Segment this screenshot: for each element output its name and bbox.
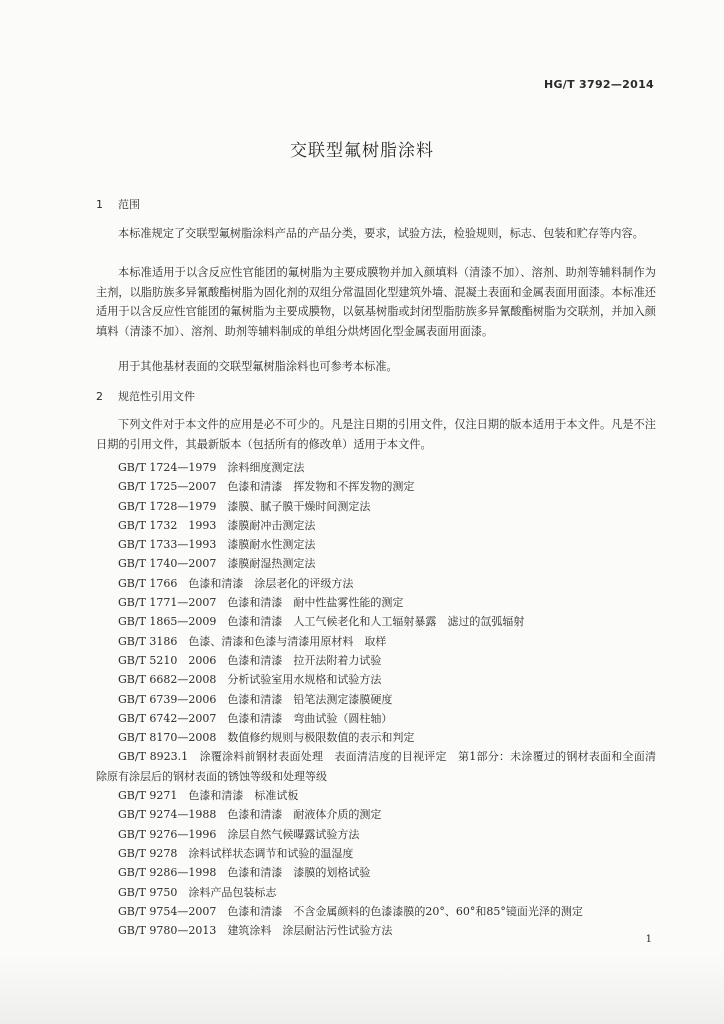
reference-item: GB/T 1724—1979 涂料细度测定法	[118, 461, 305, 474]
reference-item: GB/T 1771—2007 色漆和清漆 耐中性盐雾性能的测定	[118, 596, 404, 610]
scan-edge-shadow	[0, 954, 724, 1024]
reference-item: GB/T 8170—2008 数值修约规则与极限数值的表示和判定	[118, 731, 415, 745]
standard-code: HG/T 3792—2014	[543, 78, 654, 91]
section-1-paragraph-3: 用于其他基材表面的交联型氟树脂涂料也可参考本标准。	[118, 360, 398, 373]
reference-item: GB/T 1732 1993 漆膜耐冲击测定法	[118, 518, 316, 532]
page-number: 1	[645, 934, 652, 945]
reference-item: GB/T 6742—2007 色漆和清漆 弯曲试验（圆柱轴）	[118, 711, 393, 725]
section-1-paragraph-1: 本标准规定了交联型氟树脂涂料产品的产品分类，要求，试验方法，检验规则，标志、包装和贮存等内容。	[118, 227, 644, 240]
section-1-number: 1	[96, 198, 103, 211]
section-1-paragraph-2: 本标准适用于以含反应性官能团的氟树脂为主要成膜物并加入颜填料（清漆不加）、溶剂、助剂等辅料制作为主剂，以脂肪族多异氰酸酯树脂为固化剂的双组分常温固化型建筑外墙、混凝土表面和金属表面用面漆。本标准还适用于以含反应性官能团的氟树脂为主要成膜物，以氨基树脂或封闭型脂肪族多异氰酸酯树脂为交联剂，并加入颜填料（清漆不加）、溶剂、助剂等辅料制成的单组分烘烤固化型金属表面用面漆。	[96, 266, 656, 338]
reference-item: GB/T 1766 色漆和清漆 涂层老化的评级方法	[118, 576, 354, 590]
section-1-title: 范围	[118, 198, 140, 211]
document-title: 交联型氟树脂涂料	[290, 141, 434, 161]
reference-item: GB/T 9271 色漆和清漆 标准试板	[118, 789, 299, 803]
section-2-intro: 下列文件对于本文件的应用是必不可少的。凡是注日期的引用文件，仅注日期的版本适用于本文件。凡是不注日期的引用文件，其最新版本（包括所有的修改单）适用于本文件。	[96, 418, 656, 451]
reference-item: GB/T 6739—2006 色漆和清漆 铅笔法测定漆膜硬度	[118, 692, 393, 706]
reference-item: GB/T 9286—1998 色漆和清漆 漆膜的划格试验	[118, 866, 371, 880]
reference-item: GB/T 9754—2007 色漆和清漆 不含金属颜料的色漆漆膜的20°、60°和85°镜面光泽的测定	[118, 904, 583, 918]
reference-item: GB/T 1733—1993 漆膜耐水性测定法	[118, 538, 316, 552]
section-2-heading	[96, 388, 195, 404]
section-1-heading	[96, 196, 140, 212]
reference-item: GB/T 9276—1996 涂层自然气候曝露试验方法	[118, 827, 360, 841]
section-2-number: 2	[96, 390, 103, 403]
reference-item: GB/T 8923.1 涂覆涂料前钢材表面处理 表面清洁度的目视评定 第1部分：未涂覆过的钢材表面和全面清除原有涂层后的钢材表面的锈蚀等级和处理等级	[96, 750, 656, 783]
reference-item: GB/T 9278 涂料试样状态调节和试验的温湿度	[118, 846, 354, 860]
reference-item: GB/T 9780—2013 建筑涂料 涂层耐沾污性试验方法	[118, 924, 393, 938]
reference-item: GB/T 6682—2008 分析试验室用水规格和试验方法	[118, 673, 382, 687]
reference-list	[96, 458, 656, 940]
reference-item: GB/T 9274—1988 色漆和清漆 耐液体介质的测定	[118, 808, 382, 822]
reference-item: GB/T 9750 涂料产品包装标志	[118, 885, 277, 899]
reference-item: GB/T 1740—2007 漆膜耐湿热测定法	[118, 557, 316, 571]
section-2-title: 规范性引用文件	[118, 390, 195, 403]
reference-item: GB/T 1865—2009 色漆和清漆 人工气候老化和人工辐射暴露 滤过的氙弧辐射	[118, 615, 525, 629]
reference-item: GB/T 3186 色漆、清漆和色漆与清漆用原材料 取样	[118, 634, 387, 648]
reference-item: GB/T 1728—1979 漆膜、腻子膜干燥时间测定法	[118, 499, 371, 513]
reference-item: GB/T 1725—2007 色漆和清漆 挥发物和不挥发物的测定	[118, 480, 415, 494]
reference-item: GB/T 5210 2006 色漆和清漆 拉开法附着力试验	[118, 653, 382, 667]
